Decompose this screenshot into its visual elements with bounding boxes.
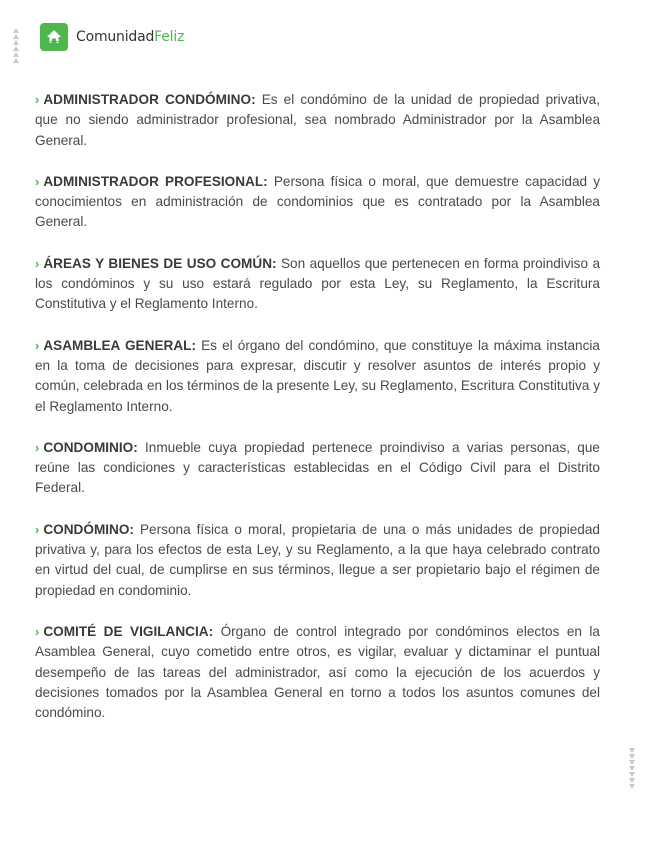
- term: CONDÓMINO:: [43, 521, 134, 537]
- definition: Es el órgano del condómino, que constituye la máxima instancia en la toma de decisiones para expresar, discutir y resolver asuntos de interés propio y común, celebrada en los términos de la presente Ley, su Reglamento, Escritura Constitutiva y el Reglamento Interno.: [35, 337, 600, 414]
- definition: Persona física o moral, propietaria de una o más unidades de propiedad privativa y, para los efectos de esta Ley, y su Reglamento, a la que haya celebrado contrato en virtud del cual, de cumplirse en sus términos, llegue a ser propietario bajo el régimen de propiedad en condominio.: [35, 521, 600, 598]
- glossary-entry-condomino: [35, 520, 600, 601]
- term: ÁREAS Y BIENES DE USO COMÚN:: [43, 255, 277, 271]
- definition: Inmueble cuya propiedad pertenece proindiviso a varias personas, que reúne las condiciones y características establecidas en el Código Civil para el Distrito Federal.: [35, 439, 600, 496]
- chevron-right-icon: ›: [35, 623, 40, 639]
- chevron-right-icon: ›: [35, 92, 40, 107]
- glossary-entry-administrador-profesional: [35, 172, 600, 233]
- term: ADMINISTRADOR PROFESIONAL:: [43, 173, 268, 189]
- glossary-entry-administrador-condomino: [35, 90, 600, 151]
- glossary-entry-asamblea-general: [35, 336, 600, 417]
- definition: Son aquellos que pertenecen en forma proindiviso a los condóminos y su uso estará regulado por esta Ley, su Reglamento, la Escritura Constitutiva y el Reglamento Interno.: [35, 255, 601, 312]
- brand-name: ComunidadFeliz: [76, 29, 185, 45]
- chevron-right-icon: ›: [35, 255, 40, 271]
- chevron-right-icon: ›: [35, 521, 40, 537]
- chevron-right-icon: ›: [35, 439, 40, 455]
- definition: Órgano de control integrado por condóminos electos en la Asamblea General, cuyo cometido entre otros, es vigilar, evaluar y dictaminar el puntual desempeño de las tareas del administrador, así como la ejecución de los acuerdos y decisiones tomados por la Asamblea General en torno a todos los asuntos comunes del condómino.: [35, 623, 600, 721]
- page-decoration-bottom-right: [628, 748, 636, 789]
- chevron-right-icon: ›: [35, 173, 40, 189]
- page-decoration-top-left: [12, 28, 20, 63]
- definition: Persona física o moral, que demuestre capacidad y conocimientos en administración de condominios que es contratado por la Asamblea General.: [35, 173, 600, 230]
- glossary: [35, 90, 600, 744]
- chevron-right-icon: ›: [35, 337, 40, 353]
- brand-header: [40, 22, 184, 52]
- term: CONDOMINIO:: [43, 439, 138, 455]
- glossary-entry-condominio: [35, 438, 600, 499]
- term: COMITÉ DE VIGILANCIA:: [43, 623, 214, 639]
- glossary-entry-areas-bienes-uso-comun: [35, 254, 600, 315]
- definition: Es el condómino de la unidad de propiedad privativa, que no siendo administrador profesional, sea nombrado Administrador por la Asamblea General.: [35, 92, 600, 148]
- home-logo-icon: [40, 23, 68, 51]
- term: ASAMBLEA GENERAL:: [43, 337, 196, 353]
- glossary-entry-comite-de-vigilancia: [35, 622, 600, 723]
- term: ADMINISTRADOR CONDÓMINO:: [43, 92, 256, 107]
